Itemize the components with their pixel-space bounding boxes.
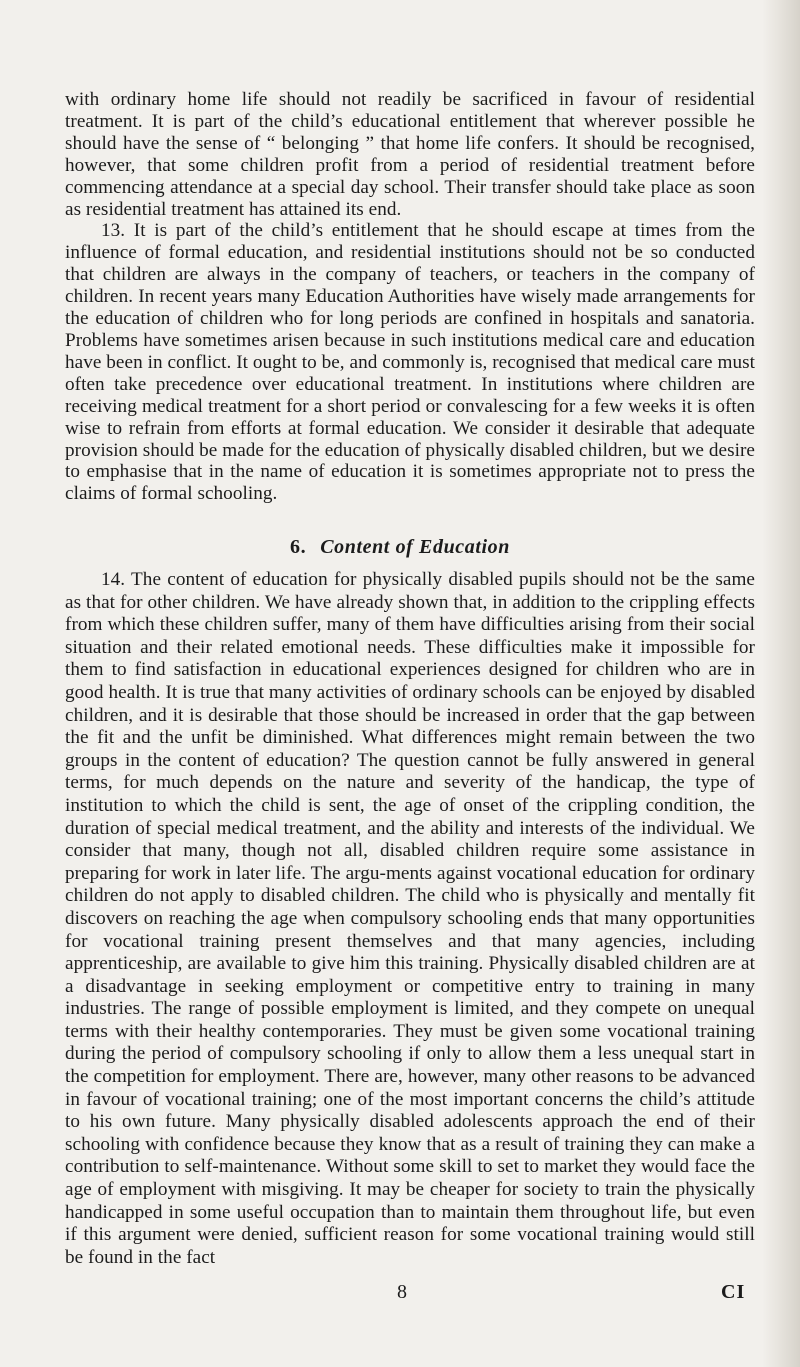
page-edge-shadow [762, 0, 800, 1367]
page-number: 8 [397, 1281, 407, 1303]
section-heading [0, 536, 800, 559]
paragraph-14: 14. The content of education for physically disabled pupils should not be the same as that for other children. We have already shown that, in addition to the crippling effects from which these children suffer, many of them have difficulties arising from their social situation and their related emotional needs. These difficulties make it impossible for them to find satisfaction in educational experiences designed for children who are in good health. It is true that many activities of ordinary schools can be enjoyed by disabled children, and it is desirable that those should be increased in order that the gap between the fit and the unfit be diminished. What differences might remain between the two groups in the content of education? The question cannot be fully answered in general terms, for much depends on the nature and severity of the handicap, the type of institution to which the child is sent, the age of onset of the crippling condition, the duration of special medical treatment, and the ability and interests of the individual. We consider that many, though not all, disabled children require some assistance in preparing for work in later life. The argu-ments against vocational education for ordinary children do not apply to disabled children. The child who is physically and mentally fit discovers on reaching the age when compulsory schooling ends that many opportunities for vocational training present themselves and that many agencies, including apprenticeship, are available to give him this training. Physically disabled children are at a disadvantage in seeking employment or competitive entry to training in many industries. The range of possible employment is limited, and they compete on unequal terms with their healthy contemporaries. They must be given some vocational training during the period of compulsory schooling if only to allow them a less unequal start in the competition for employment. There are, however, many other reasons to be advanced in favour of vocational training; one of the most important concerns the child’s attitude to his own future. Many physically disabled adolescents approach the end of their schooling with confidence because they know that as a result of training they can make a contribution to self-maintenance. Without some skill to set to market they would face the age of employment with misgiving. It may be cheaper for society to train the physically handicapped in some useful occupation than to maintain them throughout life, but even if this argument were denied, sufficient reason for some vocational training would still be found in the fact [65, 569, 755, 1268]
paragraph-continuation: with ordinary home life should not readily be sacrificed in favour of residential treatment. It is part of the child’s educational entitlement that wherever possible he should have the sense of “ belonging ” that home life confers. It should be recognised, however, that some children profit from a period of residential treatment before commencing attendance at a special day school. Their transfer should take place as soon as residential treatment has attained its end. [65, 89, 755, 220]
body-text-upper [65, 89, 755, 505]
section-number: 6. [289, 536, 307, 558]
paragraph-13: 13. It is part of the child’s entitlement that he should escape at times from the influence of formal education, and residential institutions should not be so conducted that children are always in the company of teachers, or teachers in the company of children. In recent years many Education Authorities have wisely made arrangements for the education of children who for long periods are confined in hospitals and sanatoria. Problems have sometimes arisen because in such institutions medical care and education have been in conflict. It ought to be, and commonly is, recognised that medical care must often take precedence over educational treatment. In institutions where children are receiving medical treatment for a short period or convalescing for a few weeks it is often wise to refrain from efforts at formal education. We consider it desirable that adequate provision should be made for the education of physically disabled children, but we desire to emphasise that in the name of education it is sometimes appropriate not to press the claims of formal schooling. [65, 220, 755, 505]
signature-mark: CI [721, 1281, 746, 1303]
section-title: Content of Education [320, 536, 510, 558]
body-text-lower [65, 569, 755, 1269]
page-footer [0, 1281, 800, 1309]
